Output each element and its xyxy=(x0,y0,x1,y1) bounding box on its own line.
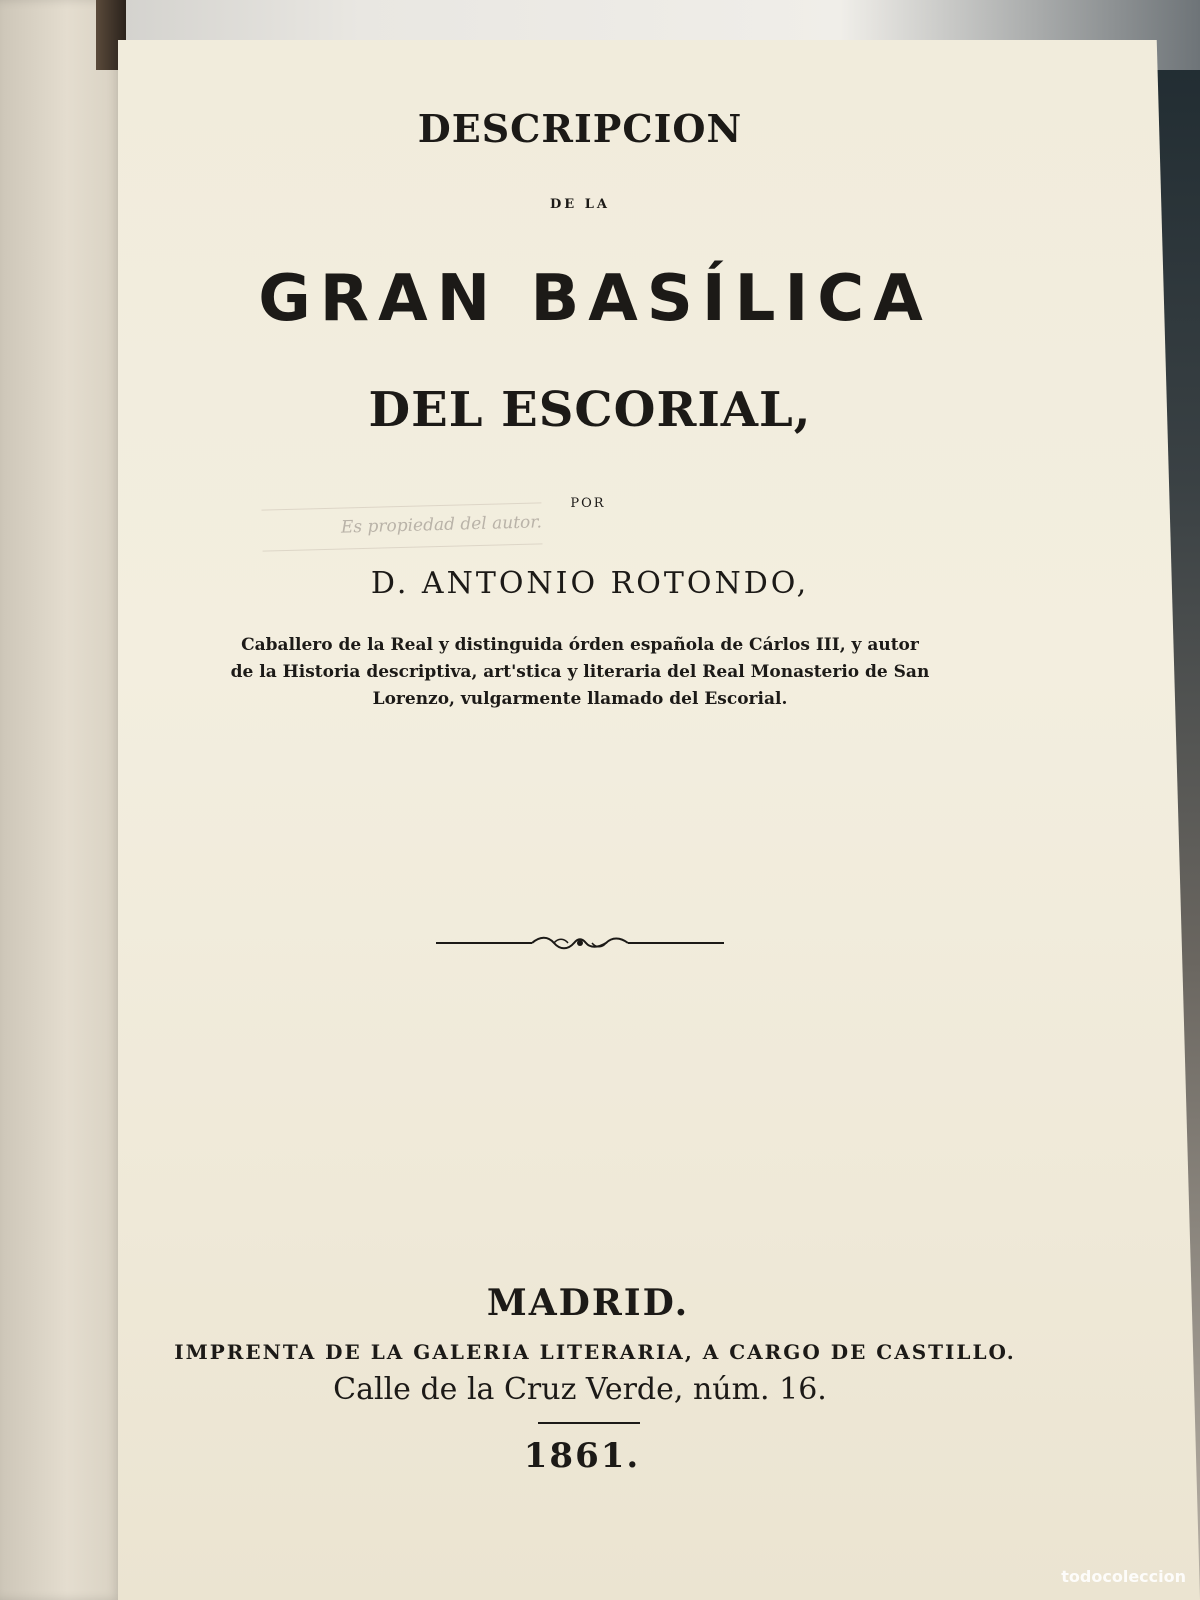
imprint-rule xyxy=(538,1422,640,1424)
watermark: todocoleccion xyxy=(1061,1567,1186,1586)
title-del-escorial: DEL ESCORIAL, xyxy=(368,382,812,438)
ownership-stamp: Es propiedad del autor. xyxy=(261,502,542,551)
imprint-year: 1861. xyxy=(523,1436,641,1476)
title-descripcion: DESCRIPCION xyxy=(417,106,743,151)
imprint-city: MADRID. xyxy=(486,1282,690,1324)
byline: POR xyxy=(570,496,606,511)
author-name: D. ANTONIO ROTONDO, xyxy=(370,566,810,601)
imprint-address: Calle de la Cruz Verde, núm. 16. xyxy=(333,1372,827,1407)
credentials-line: Caballero de la Real y distinguida órden española de Cárlos III, y autor xyxy=(241,635,919,655)
credentials-line: Lorenzo, vulgarmente llamado del Escorial. xyxy=(372,689,788,709)
credentials-line: de la Historia descriptiva, art'stica y literaria del Real Monasterio de San xyxy=(230,662,930,682)
ornament-divider-icon xyxy=(436,932,724,954)
author-credentials xyxy=(175,632,985,713)
imprint-printer: IMPRENTA DE LA GALERIA LITERARIA, A CARGO DE CASTILLO. xyxy=(174,1340,1016,1364)
title-de-la: DE LA xyxy=(550,197,610,212)
title-gran-basilica: GRAN BASÍLICA xyxy=(258,262,932,336)
